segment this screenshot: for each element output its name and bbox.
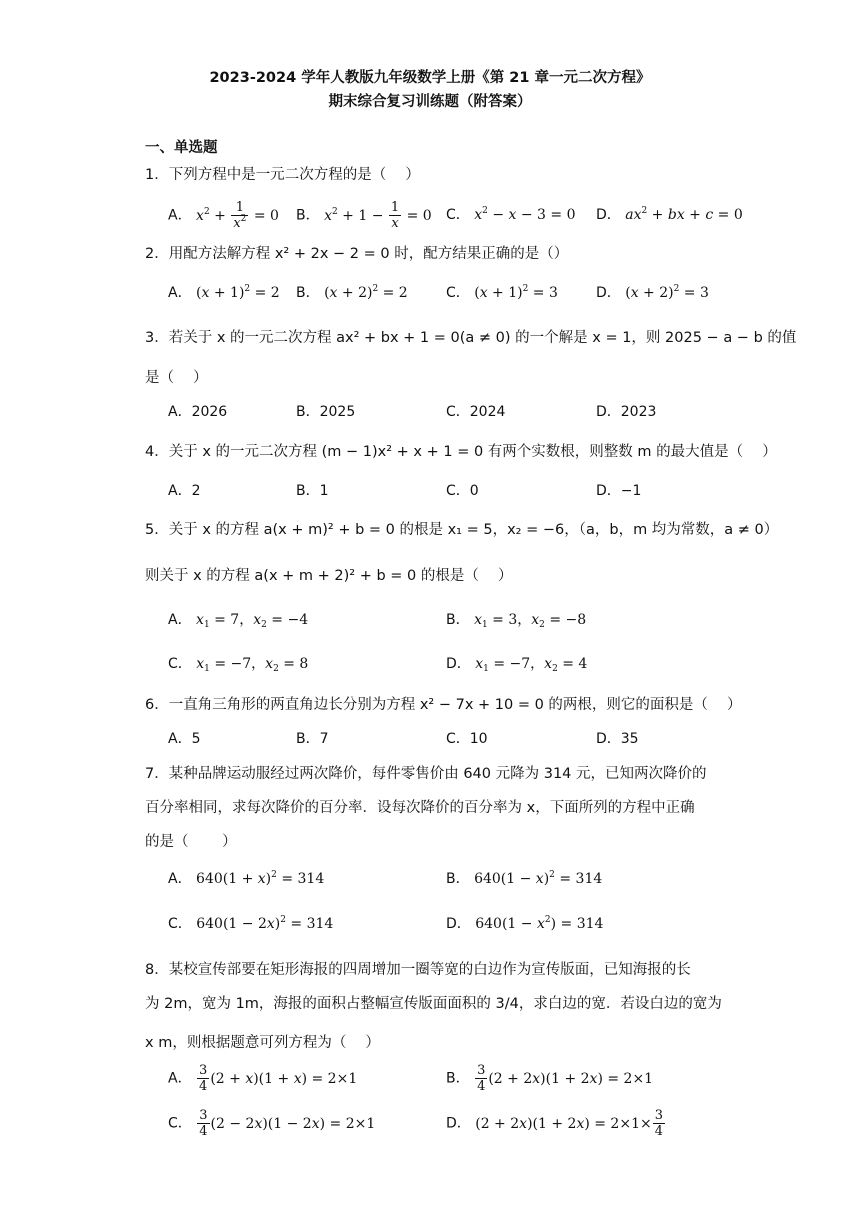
- question-5-option-a: [168, 609, 308, 629]
- question-6-option-a: A．5: [168, 731, 201, 747]
- option-b-expr: $x_1 = 3$，$x_2 = -8$: [474, 612, 587, 630]
- option-b-expr: $640(1 - x)^2 = 314$: [474, 870, 603, 887]
- question-5-option-c: [168, 653, 308, 673]
- option-d-expr: $640(1 - x^2) = 314$: [475, 915, 604, 932]
- option-a-expr: $\frac{3}{4}$ (2 + x)(1 + x) = 2×1: [199, 1063, 358, 1094]
- option-d-expr: $x_1 = -7$，$x_2 = 4$: [475, 656, 588, 674]
- option-label: D．: [446, 656, 471, 672]
- option-label: C．: [168, 916, 192, 932]
- question-8-stem-line3: x m，则根据题意可列方程为（ ）: [145, 1035, 380, 1051]
- question-3-option-d: D．2023: [596, 404, 657, 420]
- question-1-option-b: [296, 200, 432, 231]
- question-3-option-b: B．2025: [296, 404, 356, 420]
- question-7-stem-line3: 的是（ ）: [145, 834, 237, 850]
- option-b-expr: $\frac{3}{4}$ (2 + 2x)(1 + 2x) = 2×1: [477, 1063, 654, 1094]
- question-4-option-b: B．1: [296, 483, 329, 499]
- option-label: D．: [446, 916, 471, 932]
- question-2-option-a: [168, 282, 280, 302]
- option-label: A．: [168, 871, 192, 887]
- question-5-stem-line1: 5．关于 x 的方程 a(x + m)² + b = 0 的根是 x₁ = 5，x₂ = −6，（a，b，m 均为常数，a ≠ 0）: [145, 522, 779, 538]
- option-label: D．: [596, 207, 621, 223]
- option-d-expr: $ax^2$ + bx + c = 0: [625, 206, 743, 223]
- question-7-option-c: [168, 913, 333, 933]
- question-7-option-b: [446, 868, 602, 888]
- option-label: B．: [296, 285, 320, 301]
- question-8-option-a: [168, 1063, 357, 1094]
- option-a-expr: $640(1 + x)^2 = 314$: [196, 870, 325, 887]
- question-8-stem-line1: 8．某校宣传部要在矩形海报的四周增加一圈等宽的白边作为宣传版面，已知海报的长: [145, 962, 691, 978]
- question-2-option-c: [446, 282, 558, 302]
- document-title-line1: 2023-2024 学年人教版九年级数学上册《第 21 章一元二次方程》: [209, 70, 651, 86]
- option-label: B．: [296, 207, 320, 224]
- option-a-expr: $x_1 = 7$，$x_2 = -4$: [196, 612, 309, 630]
- question-3-option-c: C．2024: [446, 404, 506, 420]
- question-7-stem-line2: 百分率相同，求每次降价的百分率．设每次降价的百分率为 x，下面所列的方程中正确: [145, 800, 695, 816]
- section-heading: 一、单选题: [145, 140, 218, 156]
- question-5-option-d: [446, 653, 587, 673]
- option-c-expr: $640(1 - 2x)^2 = 314$: [196, 915, 334, 932]
- option-label: B．: [446, 871, 470, 887]
- option-a-expr: $x^2$ + $\frac{1}{x^2}$ = 0: [196, 200, 279, 231]
- question-8-stem-line2: 为 2m，宽为 1m，海报的面积占整幅宣传版面面积的 3/4，求白边的宽．若设白边的宽为: [145, 996, 722, 1012]
- question-8-option-b: [446, 1063, 653, 1094]
- question-3-stem-line1: 3．若关于 x 的一元二次方程 ax² + bx + 1 = 0(a ≠ 0) 的一个解是 x = 1，则 2025 − a − b 的值: [145, 330, 797, 346]
- question-6-option-c: C．10: [446, 731, 488, 747]
- question-5-stem-line2: 则关于 x 的方程 a(x + m + 2)² + b = 0 的根是（ ）: [145, 568, 513, 584]
- option-label: D．: [596, 285, 621, 301]
- option-label: B．: [446, 1070, 470, 1087]
- option-label: C．: [446, 285, 470, 301]
- question-2-option-d: [596, 282, 709, 302]
- question-1-option-d: [596, 204, 743, 224]
- document-title-line2: 期末综合复习训练题（附答案）: [328, 94, 532, 110]
- question-4-option-a: A．2: [168, 483, 201, 499]
- question-7-option-a: [168, 868, 324, 888]
- question-6-option-d: D．35: [596, 731, 639, 747]
- option-label: B．: [446, 612, 470, 628]
- option-d-expr: $(x + 2)^2 = 3$: [625, 284, 709, 301]
- question-3-stem-line2: 是（ ）: [145, 370, 208, 386]
- question-4-stem: 4．关于 x 的一元二次方程 (m − 1)x² + x + 1 = 0 有两个实数根，则整数 m 的最大值是（ ）: [145, 444, 777, 460]
- question-5-option-b: [446, 609, 586, 629]
- option-label: A．: [168, 285, 192, 301]
- question-1-option-a: [168, 200, 279, 231]
- option-label: A．: [168, 1070, 192, 1087]
- option-label: A．: [168, 207, 192, 224]
- question-8-option-d: [446, 1108, 666, 1139]
- question-6-stem: 6．一直角三角形的两直角边长分别为方程 x² − 7x + 10 = 0 的两根，则它的面积是（ ）: [145, 697, 742, 713]
- question-7-stem-line1: 7．某种品牌运动服经过两次降价，每件零售价由 640 元降为 314 元，已知两次降价的: [145, 766, 707, 782]
- option-label: C．: [446, 207, 470, 223]
- option-b-expr: $x^2 + 1$ − $\frac{1}{x}$ = 0: [324, 200, 432, 231]
- question-2-stem: 2．用配方法解方程 x² + 2x − 2 = 0 时，配方结果正确的是（）: [145, 246, 569, 262]
- question-4-option-c: C．0: [446, 483, 479, 499]
- option-d-expr: (2 + 2x)(1 + 2x) = 2×1× $\frac{3}{4}$: [475, 1108, 663, 1139]
- question-1-option-c: [446, 204, 576, 224]
- question-3-option-a: A．2026: [168, 404, 228, 420]
- question-8-option-c: [168, 1108, 375, 1139]
- question-2-option-b: [296, 282, 408, 302]
- question-4-option-d: D．−1: [596, 483, 642, 499]
- option-c-expr: $x^2 - x - 3 = 0$: [474, 206, 576, 223]
- option-label: C．: [168, 656, 192, 672]
- option-label: A．: [168, 612, 192, 628]
- question-6-option-b: B．7: [296, 731, 329, 747]
- question-7-option-d: [446, 913, 603, 933]
- option-a-expr: $(x + 1)^2 = 2$: [196, 284, 280, 301]
- option-c-expr: $(x + 1)^2 = 3$: [474, 284, 558, 301]
- option-b-expr: $(x + 2)^2 = 2$: [324, 284, 408, 301]
- option-label: C．: [168, 1115, 192, 1132]
- question-1-stem: 1．下列方程中是一元二次方程的是（ ）: [145, 167, 420, 183]
- option-label: D．: [446, 1115, 471, 1132]
- option-c-expr: $\frac{3}{4}$ (2 − 2x)(1 − 2x) = 2×1: [199, 1108, 376, 1139]
- option-c-expr: $x_1 = -7$，$x_2 = 8$: [196, 656, 309, 674]
